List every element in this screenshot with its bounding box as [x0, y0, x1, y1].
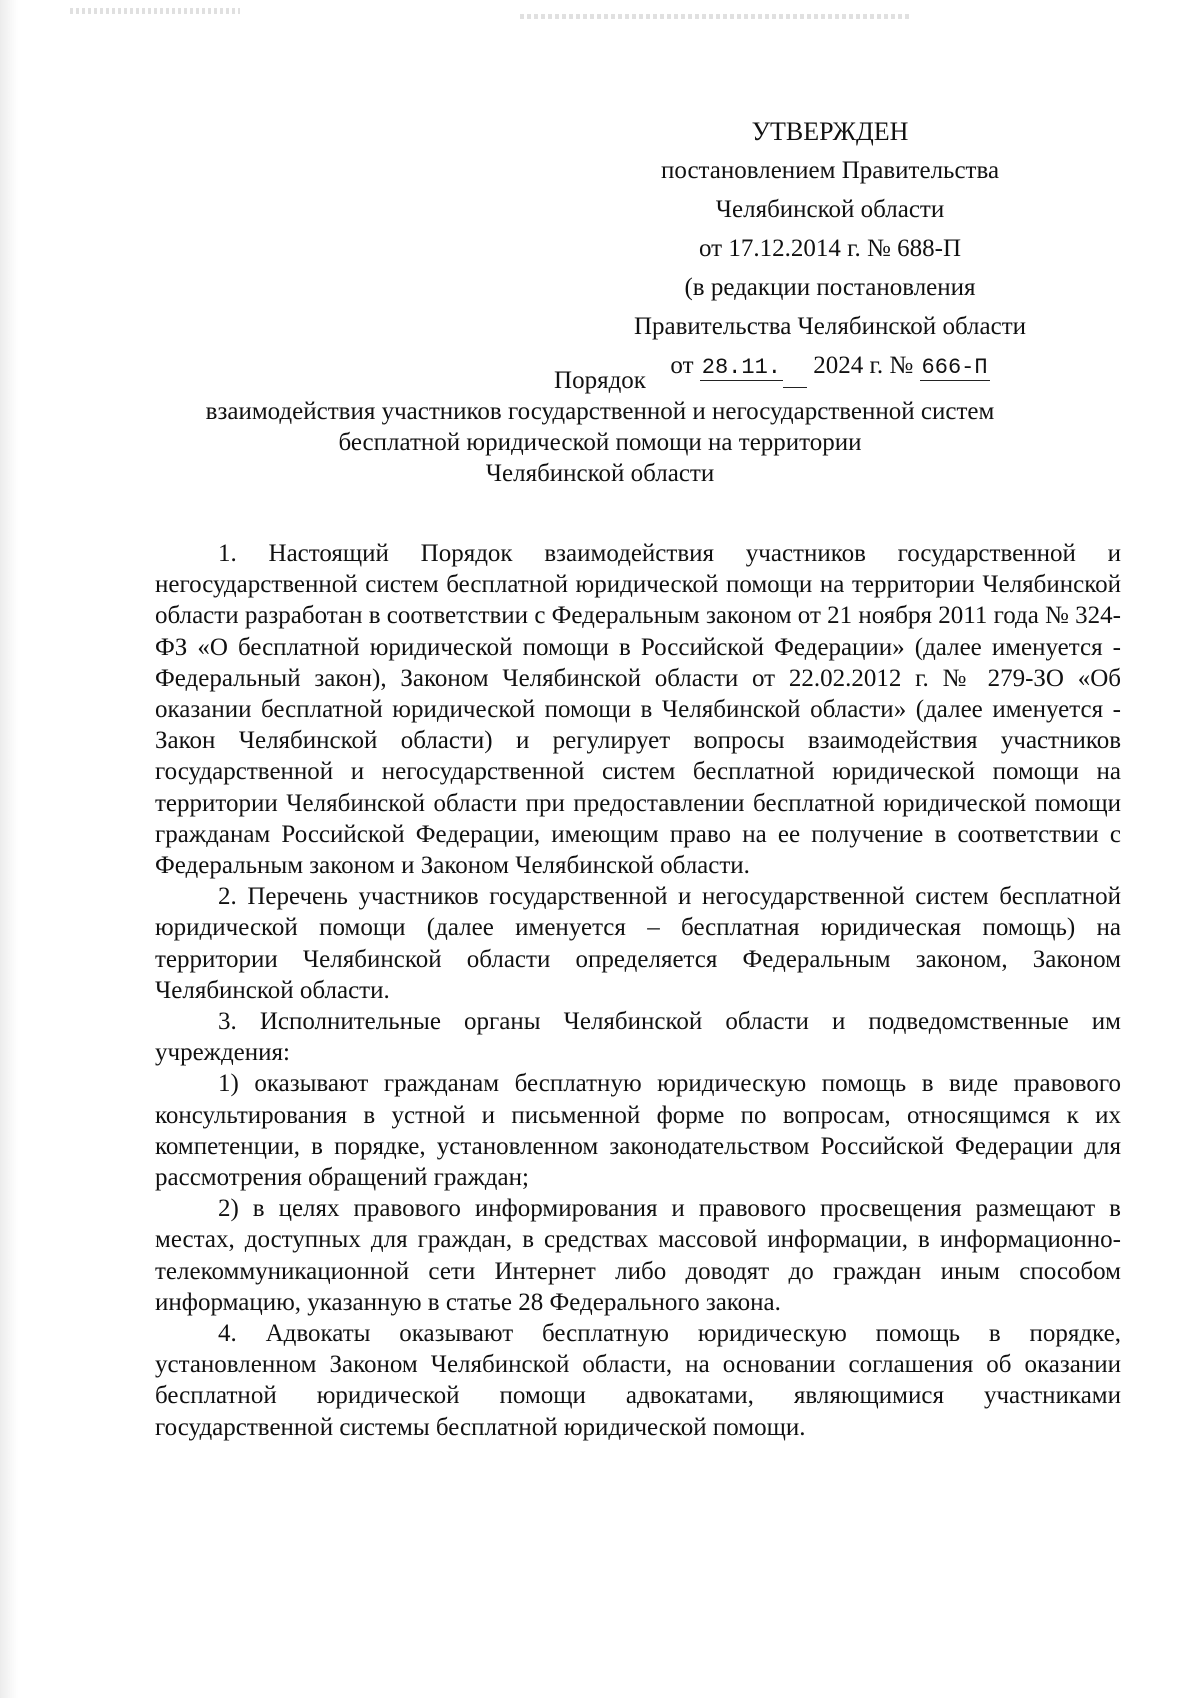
scan-artifact [70, 8, 240, 14]
document-title [150, 365, 1050, 489]
title-line: Порядок [554, 367, 646, 394]
title-line: бесплатной юридической помощи на территории [338, 429, 862, 456]
paragraph-4: 4. Адвокаты оказывают бесплатную юридическую помощь в порядке, установленном Законом Челябинской области, на основании соглашения об оказании бесплатной юридической помощи адвокатами, являющимися участниками государственной системы бесплатной юридической помощи. [155, 1320, 1121, 1441]
paragraph-3: 3. Исполнительные органы Челябинской области и подведомственные им учреждения: [155, 1008, 1121, 1067]
scan-edge-shadow [0, 0, 18, 1698]
scan-artifact [520, 14, 910, 19]
approval-prefix: от [670, 352, 694, 379]
paragraph-2: 2. Перечень участников государственной и негосударственной систем бесплатной юридической помощи (далее именуется – бесплатная юридическая помощь) на территории Челябинской области определяется Федеральным законом, Законом Челябинской области. [155, 883, 1121, 1004]
revision-year: 2024 г. № [813, 352, 914, 379]
revision-date: 28.11. [701, 355, 781, 380]
paragraph-1: 1. Настоящий Порядок взаимодействия участников государственной и негосударственной систем бесплатной юридической помощи на территории Челябинской области разработан в соответствии с Федеральным законом от 21 ноября 2011 года № 324-ФЗ «О бесплатной юридической помощи в Российской Федерации» (далее именуется - Федеральный закон), Законом Челябинской области от 22.02.2012 г. № 279-ЗО «Об оказании бесплатной юридической помощи в Челябинской области» (далее именуется - Закон Челябинской области) и регулирует вопросы взаимодействия участников государственной и негосударственной систем бесплатной юридической помощи на территории Челябинской области при предоставлении бесплатной юридической помощи гражданам Российской Федерации, имеющим право на ее получение в соответствии с Федеральным законом и Законом Челябинской области. [155, 540, 1121, 880]
approval-stamp-block [560, 112, 1100, 388]
revision-number: 666-П [921, 355, 988, 380]
paragraph-3-item-2: 2) в целях правового информирования и правового просвещения размещают в местах, доступных для граждан, в средствах массовой информации, в информационно-телекоммуникационной сети Интернет либо доводят до граждан иным способом информацию, указанную в статье 28 Федерального закона. [155, 1195, 1121, 1316]
paragraph-3-item-1: 1) оказывают гражданам бесплатную юридическую помощь в виде правового консультирования в устной и письменной форме по вопросам, относящимся к их компетенции, в порядке, установленном законодательством Российской Федерации для рассмотрения обращений граждан; [155, 1070, 1121, 1192]
approval-heading: УТВЕРЖДЕН [751, 117, 909, 146]
title-line: взаимодействия участников государственной и негосударственной систем [205, 398, 995, 425]
approval-line: постановлением Правительства [660, 157, 1000, 184]
approval-line: (в редакции постановления [684, 274, 976, 301]
title-line: Челябинской области [485, 460, 715, 487]
document-body [155, 538, 1121, 1443]
approval-line: Челябинской области [715, 196, 945, 223]
approval-line: Правительства Челябинской области [633, 313, 1027, 340]
approval-line: от 17.12.2014 г. № 688-П [698, 235, 961, 262]
